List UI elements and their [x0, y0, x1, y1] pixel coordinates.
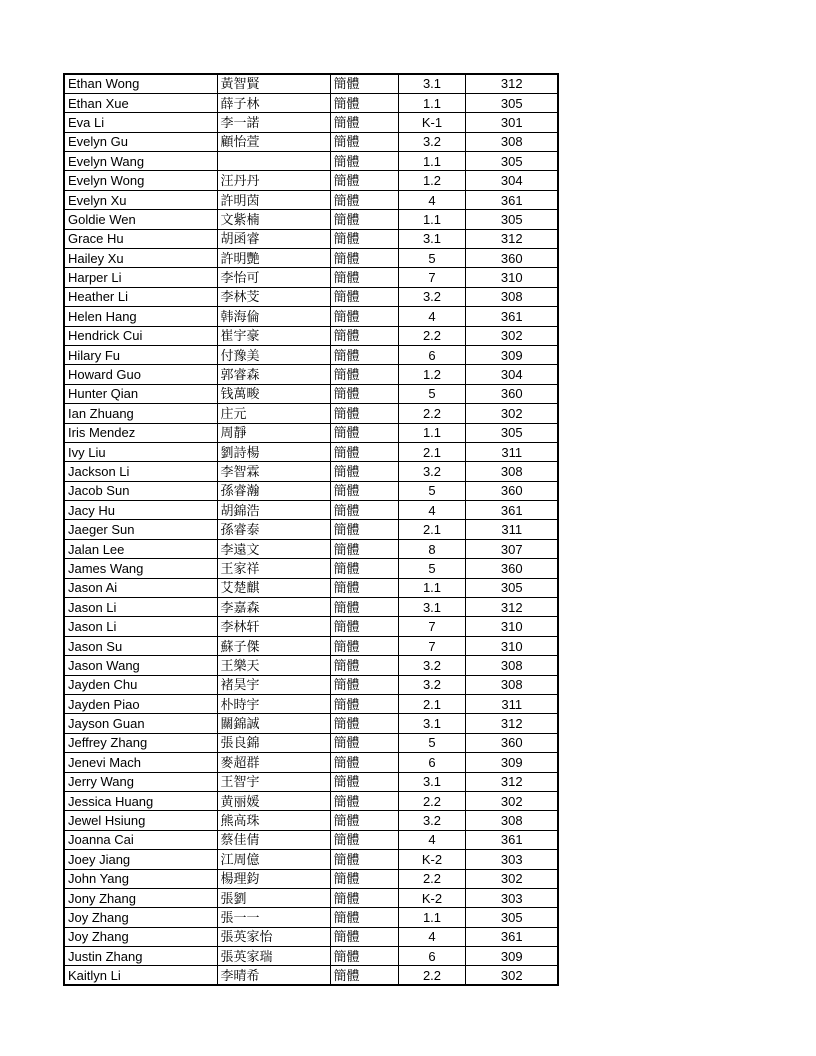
cell-class: 6: [398, 345, 465, 364]
cell-script: 簡體: [330, 404, 398, 423]
cell-english-name: Jason Ai: [64, 578, 217, 597]
cell-english-name: Hendrick Cui: [64, 326, 217, 345]
cell-english-name: Evelyn Wang: [64, 152, 217, 171]
table-row: [64, 908, 558, 927]
cell-chinese-name: 付豫美: [217, 345, 330, 364]
cell-script: 簡體: [330, 559, 398, 578]
table-row: [64, 656, 558, 675]
cell-script: 簡體: [330, 966, 398, 985]
cell-room: 361: [465, 190, 558, 209]
cell-room: 302: [465, 404, 558, 423]
table-row: [64, 695, 558, 714]
cell-script: 簡體: [330, 462, 398, 481]
cell-chinese-name: 钱萬畯: [217, 384, 330, 403]
cell-script: 簡體: [330, 675, 398, 694]
cell-chinese-name: 張良錦: [217, 733, 330, 752]
table-row: [64, 423, 558, 442]
cell-chinese-name: 劉詩楊: [217, 442, 330, 461]
cell-chinese-name: 李晴希: [217, 966, 330, 985]
cell-english-name: Jalan Lee: [64, 539, 217, 558]
cell-class: 3.2: [398, 287, 465, 306]
cell-class: K-2: [398, 888, 465, 907]
cell-room: 309: [465, 753, 558, 772]
cell-chinese-name: 關錦誠: [217, 714, 330, 733]
cell-class: 4: [398, 830, 465, 849]
cell-script: 簡體: [330, 811, 398, 830]
cell-room: 308: [465, 656, 558, 675]
table-row: [64, 249, 558, 268]
table-row: [64, 559, 558, 578]
cell-script: 簡體: [330, 578, 398, 597]
table-row: [64, 93, 558, 112]
cell-chinese-name: 王樂天: [217, 656, 330, 675]
cell-chinese-name: 江周億: [217, 850, 330, 869]
cell-room: 360: [465, 481, 558, 500]
cell-chinese-name: 黃智賢: [217, 74, 330, 93]
cell-script: 簡體: [330, 830, 398, 849]
cell-chinese-name: 李林芠: [217, 287, 330, 306]
table-row: [64, 74, 558, 93]
cell-english-name: Iris Mendez: [64, 423, 217, 442]
cell-english-name: Hilary Fu: [64, 345, 217, 364]
cell-class: 3.2: [398, 811, 465, 830]
cell-english-name: Goldie Wen: [64, 210, 217, 229]
cell-english-name: Jason Li: [64, 617, 217, 636]
cell-chinese-name: 崔宇豪: [217, 326, 330, 345]
cell-chinese-name: 孫睿泰: [217, 520, 330, 539]
cell-english-name: Jacy Hu: [64, 501, 217, 520]
cell-chinese-name: 韩海倫: [217, 307, 330, 326]
cell-english-name: Jayson Guan: [64, 714, 217, 733]
cell-english-name: Jayden Chu: [64, 675, 217, 694]
table-row: [64, 462, 558, 481]
cell-chinese-name: 胡錦浩: [217, 501, 330, 520]
cell-english-name: Jenevi Mach: [64, 753, 217, 772]
cell-chinese-name: 郭睿森: [217, 365, 330, 384]
cell-class: 5: [398, 481, 465, 500]
cell-room: 303: [465, 888, 558, 907]
cell-chinese-name: 王智宇: [217, 772, 330, 791]
cell-chinese-name: 麥超群: [217, 753, 330, 772]
table-row: [64, 947, 558, 966]
cell-room: 304: [465, 171, 558, 190]
cell-class: 4: [398, 190, 465, 209]
cell-class: 5: [398, 733, 465, 752]
cell-english-name: Jaeger Sun: [64, 520, 217, 539]
cell-chinese-name: 褚昊宇: [217, 675, 330, 694]
table-row: [64, 520, 558, 539]
cell-english-name: Jeffrey Zhang: [64, 733, 217, 752]
cell-chinese-name: 王家祥: [217, 559, 330, 578]
cell-english-name: Joy Zhang: [64, 927, 217, 946]
cell-script: 簡體: [330, 307, 398, 326]
cell-script: 簡體: [330, 539, 398, 558]
cell-english-name: Hailey Xu: [64, 249, 217, 268]
cell-english-name: Jason Wang: [64, 656, 217, 675]
cell-room: 361: [465, 927, 558, 946]
table-row: [64, 171, 558, 190]
cell-english-name: Evelyn Wong: [64, 171, 217, 190]
cell-room: 308: [465, 811, 558, 830]
table-row: [64, 268, 558, 287]
cell-class: 5: [398, 249, 465, 268]
cell-english-name: Harper Li: [64, 268, 217, 287]
cell-room: 305: [465, 152, 558, 171]
table-row: [64, 811, 558, 830]
cell-class: 2.2: [398, 869, 465, 888]
cell-class: 1.1: [398, 908, 465, 927]
cell-class: 1.2: [398, 171, 465, 190]
cell-class: 5: [398, 559, 465, 578]
cell-chinese-name: 張英家瑞: [217, 947, 330, 966]
cell-english-name: Jayden Piao: [64, 695, 217, 714]
cell-chinese-name: 薛子林: [217, 93, 330, 112]
cell-chinese-name: 周靜: [217, 423, 330, 442]
table-row: [64, 190, 558, 209]
cell-chinese-name: 朴時宇: [217, 695, 330, 714]
cell-chinese-name: 蔡佳倩: [217, 830, 330, 849]
cell-script: 簡體: [330, 656, 398, 675]
roster-body: [64, 74, 558, 985]
cell-english-name: Evelyn Gu: [64, 132, 217, 151]
cell-room: 361: [465, 501, 558, 520]
cell-class: 3.1: [398, 598, 465, 617]
cell-class: 1.1: [398, 152, 465, 171]
table-row: [64, 830, 558, 849]
table-row: [64, 481, 558, 500]
table-row: [64, 384, 558, 403]
cell-english-name: Ethan Wong: [64, 74, 217, 93]
table-row: [64, 307, 558, 326]
cell-script: 簡體: [330, 520, 398, 539]
cell-script: 簡體: [330, 636, 398, 655]
cell-class: 1.1: [398, 210, 465, 229]
cell-script: 簡體: [330, 947, 398, 966]
cell-english-name: Jewel Hsiung: [64, 811, 217, 830]
cell-script: 簡體: [330, 481, 398, 500]
cell-class: 3.1: [398, 229, 465, 248]
cell-class: 4: [398, 501, 465, 520]
table-row: [64, 791, 558, 810]
cell-room: 312: [465, 598, 558, 617]
cell-class: 6: [398, 753, 465, 772]
cell-script: 簡體: [330, 210, 398, 229]
cell-english-name: Ethan Xue: [64, 93, 217, 112]
cell-class: 4: [398, 307, 465, 326]
cell-script: 簡體: [330, 791, 398, 810]
table-row: [64, 365, 558, 384]
cell-class: 2.2: [398, 326, 465, 345]
cell-class: 7: [398, 268, 465, 287]
cell-english-name: Ivy Liu: [64, 442, 217, 461]
cell-script: 簡體: [330, 113, 398, 132]
cell-english-name: Helen Hang: [64, 307, 217, 326]
cell-class: 3.2: [398, 675, 465, 694]
cell-room: 305: [465, 578, 558, 597]
cell-chinese-name: 李智霖: [217, 462, 330, 481]
cell-class: 1.1: [398, 93, 465, 112]
cell-room: 360: [465, 559, 558, 578]
cell-room: 303: [465, 850, 558, 869]
cell-chinese-name: 文紫楠: [217, 210, 330, 229]
table-row: [64, 345, 558, 364]
table-row: [64, 229, 558, 248]
cell-script: 簡體: [330, 598, 398, 617]
cell-room: 361: [465, 830, 558, 849]
cell-chinese-name: 楊理鈞: [217, 869, 330, 888]
cell-chinese-name: 李嘉森: [217, 598, 330, 617]
cell-english-name: Jerry Wang: [64, 772, 217, 791]
cell-room: 305: [465, 93, 558, 112]
cell-script: 簡體: [330, 132, 398, 151]
cell-chinese-name: 張英家怡: [217, 927, 330, 946]
cell-chinese-name: 熊高珠: [217, 811, 330, 830]
cell-room: 307: [465, 539, 558, 558]
cell-room: 311: [465, 442, 558, 461]
cell-script: 簡體: [330, 287, 398, 306]
cell-chinese-name: 許明艷: [217, 249, 330, 268]
cell-class: 7: [398, 636, 465, 655]
cell-room: 309: [465, 947, 558, 966]
table-row: [64, 152, 558, 171]
cell-room: 360: [465, 733, 558, 752]
cell-class: 3.1: [398, 714, 465, 733]
table-row: [64, 869, 558, 888]
table-row: [64, 772, 558, 791]
cell-class: 3.2: [398, 132, 465, 151]
cell-class: 3.1: [398, 74, 465, 93]
cell-class: 3.2: [398, 462, 465, 481]
cell-class: 3.1: [398, 772, 465, 791]
cell-script: 簡體: [330, 850, 398, 869]
cell-class: 2.1: [398, 520, 465, 539]
cell-room: 311: [465, 695, 558, 714]
cell-room: 312: [465, 772, 558, 791]
cell-chinese-name: 李怡可: [217, 268, 330, 287]
table-row: [64, 675, 558, 694]
table-row: [64, 578, 558, 597]
cell-room: 312: [465, 74, 558, 93]
cell-script: 簡體: [330, 888, 398, 907]
cell-english-name: Eva Li: [64, 113, 217, 132]
table-row: [64, 326, 558, 345]
cell-chinese-name: 許明茵: [217, 190, 330, 209]
cell-room: 302: [465, 869, 558, 888]
cell-chinese-name: 李林轩: [217, 617, 330, 636]
cell-script: 簡體: [330, 695, 398, 714]
cell-english-name: Kaitlyn Li: [64, 966, 217, 985]
cell-room: 312: [465, 714, 558, 733]
cell-script: 簡體: [330, 423, 398, 442]
cell-script: 簡體: [330, 442, 398, 461]
cell-class: K-1: [398, 113, 465, 132]
cell-room: 360: [465, 249, 558, 268]
cell-room: 305: [465, 908, 558, 927]
cell-room: 302: [465, 966, 558, 985]
cell-class: 5: [398, 384, 465, 403]
cell-class: 8: [398, 539, 465, 558]
cell-chinese-name: 庄元: [217, 404, 330, 423]
cell-chinese-name: 李一諾: [217, 113, 330, 132]
cell-script: 簡體: [330, 93, 398, 112]
cell-class: 6: [398, 947, 465, 966]
cell-room: 361: [465, 307, 558, 326]
cell-script: 簡體: [330, 772, 398, 791]
table-row: [64, 850, 558, 869]
cell-script: 簡體: [330, 365, 398, 384]
cell-script: 簡體: [330, 501, 398, 520]
table-row: [64, 598, 558, 617]
cell-chinese-name: 孫睿瀚: [217, 481, 330, 500]
table-row: [64, 539, 558, 558]
cell-chinese-name: 黄丽媛: [217, 791, 330, 810]
cell-english-name: Jason Su: [64, 636, 217, 655]
cell-english-name: Jacob Sun: [64, 481, 217, 500]
cell-chinese-name: 張一一: [217, 908, 330, 927]
table-row: [64, 287, 558, 306]
cell-english-name: Joanna Cai: [64, 830, 217, 849]
table-row: [64, 733, 558, 752]
cell-english-name: Jackson Li: [64, 462, 217, 481]
cell-english-name: Jason Li: [64, 598, 217, 617]
cell-script: 簡體: [330, 326, 398, 345]
cell-room: 301: [465, 113, 558, 132]
table-row: [64, 753, 558, 772]
cell-chinese-name: [217, 152, 330, 171]
cell-class: 2.1: [398, 442, 465, 461]
cell-room: 360: [465, 384, 558, 403]
cell-english-name: Heather Li: [64, 287, 217, 306]
cell-chinese-name: 胡函睿: [217, 229, 330, 248]
cell-chinese-name: 張劉: [217, 888, 330, 907]
cell-room: 304: [465, 365, 558, 384]
cell-chinese-name: 蘇子傑: [217, 636, 330, 655]
cell-script: 簡體: [330, 617, 398, 636]
cell-class: 1.1: [398, 578, 465, 597]
cell-class: 7: [398, 617, 465, 636]
cell-script: 簡體: [330, 171, 398, 190]
cell-class: 1.2: [398, 365, 465, 384]
cell-english-name: Grace Hu: [64, 229, 217, 248]
table-row: [64, 501, 558, 520]
table-row: [64, 442, 558, 461]
cell-class: 2.2: [398, 791, 465, 810]
cell-room: 308: [465, 287, 558, 306]
cell-room: 310: [465, 268, 558, 287]
table-row: [64, 636, 558, 655]
cell-room: 309: [465, 345, 558, 364]
cell-script: 簡體: [330, 753, 398, 772]
cell-room: 305: [465, 210, 558, 229]
cell-class: 2.2: [398, 404, 465, 423]
cell-room: 312: [465, 229, 558, 248]
cell-english-name: Justin Zhang: [64, 947, 217, 966]
cell-english-name: Evelyn Xu: [64, 190, 217, 209]
table-row: [64, 132, 558, 151]
table-row: [64, 617, 558, 636]
cell-class: 4: [398, 927, 465, 946]
cell-english-name: James Wang: [64, 559, 217, 578]
table-row: [64, 927, 558, 946]
cell-script: 簡體: [330, 345, 398, 364]
cell-room: 311: [465, 520, 558, 539]
table-row: [64, 210, 558, 229]
cell-chinese-name: 李遠文: [217, 539, 330, 558]
cell-script: 簡體: [330, 714, 398, 733]
cell-room: 305: [465, 423, 558, 442]
cell-class: 3.2: [398, 656, 465, 675]
cell-english-name: Joey Jiang: [64, 850, 217, 869]
table-row: [64, 888, 558, 907]
cell-script: 簡體: [330, 190, 398, 209]
cell-script: 簡體: [330, 733, 398, 752]
cell-english-name: Jony Zhang: [64, 888, 217, 907]
cell-script: 簡體: [330, 869, 398, 888]
cell-script: 簡體: [330, 268, 398, 287]
cell-class: 2.2: [398, 966, 465, 985]
cell-script: 簡體: [330, 384, 398, 403]
cell-chinese-name: 汪丹丹: [217, 171, 330, 190]
cell-room: 308: [465, 462, 558, 481]
table-row: [64, 113, 558, 132]
cell-chinese-name: 艾楚麒: [217, 578, 330, 597]
cell-class: K-2: [398, 850, 465, 869]
cell-script: 簡體: [330, 152, 398, 171]
student-roster-table: [63, 73, 559, 986]
cell-room: 310: [465, 636, 558, 655]
cell-script: 簡體: [330, 927, 398, 946]
cell-script: 簡體: [330, 229, 398, 248]
cell-room: 308: [465, 132, 558, 151]
cell-room: 308: [465, 675, 558, 694]
cell-english-name: Howard Guo: [64, 365, 217, 384]
cell-script: 簡體: [330, 908, 398, 927]
table-row: [64, 714, 558, 733]
cell-english-name: Jessica Huang: [64, 791, 217, 810]
cell-script: 簡體: [330, 249, 398, 268]
cell-class: 1.1: [398, 423, 465, 442]
cell-chinese-name: 顧怡萱: [217, 132, 330, 151]
table-row: [64, 966, 558, 985]
cell-english-name: Joy Zhang: [64, 908, 217, 927]
cell-english-name: John Yang: [64, 869, 217, 888]
cell-room: 310: [465, 617, 558, 636]
cell-room: 302: [465, 326, 558, 345]
cell-english-name: Ian Zhuang: [64, 404, 217, 423]
cell-room: 302: [465, 791, 558, 810]
table-row: [64, 404, 558, 423]
cell-class: 2.1: [398, 695, 465, 714]
cell-english-name: Hunter Qian: [64, 384, 217, 403]
cell-script: 簡體: [330, 74, 398, 93]
